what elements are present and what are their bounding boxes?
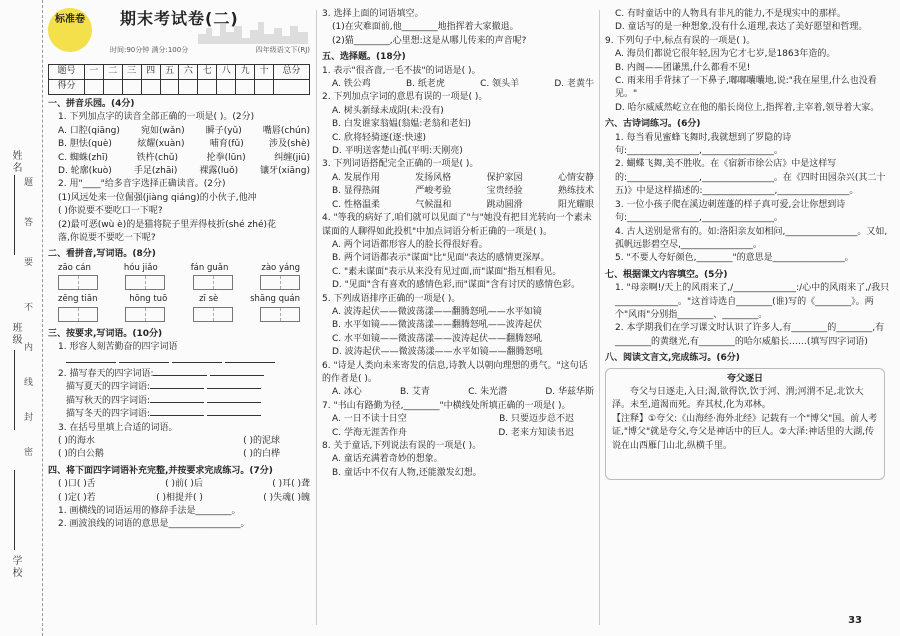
score-header-cell: 总分 bbox=[273, 65, 309, 80]
option[interactable]: B. 两个词语都表示"谋面"比"见面"表达的感情更深厚。 bbox=[332, 253, 550, 264]
fill-item[interactable]: ( )的泥球 bbox=[243, 435, 280, 446]
option[interactable]: C. 领头羊 bbox=[480, 79, 520, 90]
question-text: ( )你说要不要吃口一下呢? bbox=[58, 206, 163, 217]
option[interactable]: D. "见面"含有喜欢的感情色彩,而"谋面"含有讨厌的感情色彩。 bbox=[332, 280, 581, 291]
school-label: 学校 bbox=[10, 555, 21, 579]
column-left bbox=[48, 8, 310, 532]
column-middle bbox=[322, 8, 594, 480]
question: 1. 形容人刻苦勤奋的四字词语 bbox=[58, 342, 178, 353]
question[interactable]: 2. 蝴蝶飞舞,美不胜收。在《宿新市徐公店》中是这样写的:________________,________________。在《四时田园杂兴(其二十五)》中是这样描述的:________________,________________。 bbox=[615, 159, 886, 197]
section-heading: 七、根据课文内容填空。(5分) bbox=[605, 269, 728, 280]
option-row bbox=[48, 125, 310, 138]
option: 阳光耀眼 bbox=[557, 199, 594, 210]
answer-box[interactable] bbox=[58, 275, 98, 290]
option: 心情安静 bbox=[557, 172, 594, 183]
option[interactable]: C. 水平如镜——微波荡漾——波涛起伏——翻腾怒吼 bbox=[332, 333, 543, 344]
idiom-fill[interactable]: ( )失魂( )魄 bbox=[263, 492, 310, 503]
answer-box[interactable] bbox=[58, 307, 98, 322]
idiom-fill[interactable]: ( )定( )若 bbox=[58, 492, 96, 503]
passage-title: 夸父逐日 bbox=[726, 373, 763, 384]
page-number: 33 bbox=[848, 615, 862, 626]
score-cell[interactable] bbox=[84, 80, 103, 95]
option: 跳动圆滑 bbox=[486, 199, 523, 210]
idiom-row bbox=[48, 492, 310, 505]
option: A. 口腔(qiāng) bbox=[58, 125, 120, 136]
seal-char: 题 bbox=[24, 178, 34, 188]
fill-row bbox=[48, 448, 310, 461]
seal-char: 答 bbox=[24, 218, 34, 228]
option: 保护家园 bbox=[486, 172, 523, 183]
option: 铁杵(chǔ) bbox=[136, 152, 179, 163]
question: 4. "等我的病好了,咱们就可以见面了"与"她没有把目光转向一个素未谋面的人聊得如此投机"中加点词语分析正确的一项是( )。 bbox=[322, 213, 592, 237]
passage-text: 夸父与日逐走,入日;渴,欲得饮,饮于河、渭;河渭不足,北饮大泽。未至,道渴而死。弃其杖,化为邓林。 bbox=[612, 386, 864, 411]
question-label: 描写夏天的四字词语: bbox=[66, 382, 151, 393]
score-header-cell: 九 bbox=[236, 65, 255, 80]
option: D. 轮廓(kuò) bbox=[58, 166, 112, 177]
section-heading: 五、选择题。(18分) bbox=[322, 52, 406, 63]
skyline-decoration-icon bbox=[198, 16, 308, 44]
score-cell[interactable] bbox=[103, 80, 122, 95]
answer-box-row bbox=[48, 307, 310, 325]
option[interactable]: B. 白发谁家翁媪(翁媪:老翁和老妇) bbox=[332, 119, 471, 130]
answer-box-row bbox=[48, 275, 310, 293]
question: 1. 下列加点字的读音全部正确的一项是( )。(2分) bbox=[58, 112, 255, 123]
score-header-cell: 五 bbox=[160, 65, 179, 80]
name-line bbox=[14, 175, 15, 255]
answer-box[interactable] bbox=[260, 275, 300, 290]
question[interactable]: 1. 每当看见蜜蜂飞舞时,我就想到了罗隐的诗句:________________,________________。 bbox=[615, 132, 792, 157]
question[interactable]: 4. 古人送别是常有的。如:洛阳亲友如相问,________________。又如,孤帆远影碧空尽,________________。 bbox=[615, 226, 888, 250]
column-divider bbox=[316, 10, 317, 625]
option[interactable]: D. 波涛起伏——微波荡漾——水平如镜——翻腾怒吼 bbox=[332, 347, 543, 358]
option: 严峻考验 bbox=[415, 186, 452, 197]
exam-header bbox=[48, 8, 310, 62]
option[interactable]: D. 平明送客楚山孤(平明:天刚亮) bbox=[332, 146, 463, 157]
binding-strip bbox=[0, 0, 43, 636]
score-cell[interactable] bbox=[236, 80, 255, 95]
question-text: 落,你说要不要吃一下呢? bbox=[58, 233, 156, 244]
section-heading: 二、看拼音,写词语。(8分) bbox=[48, 249, 156, 260]
option[interactable]: A. 童话充满着奇妙的想象。 bbox=[332, 454, 443, 465]
question[interactable]: 3. 一位小孩子爬在溪边刺莲蓬的样子真可爱,会让你想到诗句:________________,________________。 bbox=[615, 199, 846, 224]
score-cell[interactable] bbox=[122, 80, 141, 95]
seal-char: 内 bbox=[24, 343, 34, 353]
pinyin-row bbox=[48, 293, 310, 306]
class-line bbox=[14, 350, 15, 430]
question: 1. 画横线的词语运用的修辞手法是________。 bbox=[58, 505, 241, 516]
option: 手足(zhāi) bbox=[133, 166, 178, 177]
question bbox=[48, 408, 310, 421]
option-row bbox=[322, 78, 594, 91]
option-row bbox=[48, 152, 310, 165]
option[interactable]: D. 老黄牛 bbox=[554, 79, 594, 90]
option: 涉及(shè) bbox=[269, 139, 310, 150]
option[interactable]: B. 内阁——团谦黑,什么都看不见! bbox=[615, 62, 751, 73]
pinyin-row bbox=[48, 262, 310, 275]
fill-item[interactable]: ( )的白桦 bbox=[243, 449, 280, 460]
pinyin: zào yáng bbox=[261, 262, 300, 273]
score-cell[interactable] bbox=[217, 80, 236, 95]
score-cell[interactable] bbox=[273, 80, 309, 95]
seal-char: 密 bbox=[24, 448, 34, 458]
option[interactable]: A. 铁公鸡 bbox=[332, 79, 371, 90]
exam-meta: 时间:90分钟 满分:100分 bbox=[110, 46, 189, 54]
option-row bbox=[322, 199, 594, 212]
answer-box[interactable] bbox=[260, 307, 300, 322]
score-header-cell: 十 bbox=[255, 65, 274, 80]
option: 熟练技术 bbox=[557, 186, 594, 197]
option-row bbox=[48, 165, 310, 178]
score-header-cell: 四 bbox=[141, 65, 160, 80]
score-header-cell: 三 bbox=[122, 65, 141, 80]
idiom-fill[interactable]: ( )口( )舌 bbox=[58, 479, 96, 490]
question: 1. 表示"很吝啬,一毛不拔"的词语是( )。 bbox=[322, 65, 481, 76]
score-cell[interactable] bbox=[179, 80, 198, 95]
column-divider bbox=[599, 10, 600, 625]
seal-char: 不 bbox=[24, 303, 34, 313]
question[interactable]: 1. "母亲啊!/天上的风雨来了,/______________:/心中的风雨来了,/我只______________。"这首诗选自________(谁)写的《________》。两个"风雨"分别指________、________。 bbox=[615, 283, 890, 320]
option[interactable]: B. 只要迈步总不迟 bbox=[499, 414, 574, 425]
seal-char: 封 bbox=[24, 413, 34, 423]
option[interactable]: C. 性格温柔 bbox=[332, 199, 381, 210]
seal-char: 要 bbox=[24, 258, 34, 268]
pinyin: zēng tiān bbox=[58, 294, 98, 305]
pinyin: fán guǎn bbox=[190, 262, 229, 273]
question-label: 描写秋天的四字词语: bbox=[66, 395, 151, 406]
option: C. 蜘蛛(zhī) bbox=[58, 152, 108, 163]
option: B. 胆怯(què) bbox=[58, 139, 112, 150]
exam-grade: 四年级语文下(RJ) bbox=[255, 46, 310, 54]
option[interactable]: D. 华兹华斯 bbox=[545, 387, 594, 398]
option: 宝贵经验 bbox=[486, 186, 523, 197]
option: 裸露(luǒ) bbox=[199, 166, 239, 177]
score-header-cell: 七 bbox=[198, 65, 217, 80]
score-header-cell: 八 bbox=[217, 65, 236, 80]
question-text: (2)最可恶(wù è)的是猫将院子里弄得枝折(shé zhé)花 bbox=[58, 219, 277, 230]
question: 9. 下列句子中,标点有误的一项是( )。 bbox=[605, 35, 756, 46]
answer-line[interactable] bbox=[48, 355, 310, 368]
pinyin: zāo cán bbox=[58, 262, 91, 273]
idiom-row bbox=[48, 478, 310, 491]
option[interactable]: D. 老来方知读书迟 bbox=[498, 427, 574, 438]
score-header-cell: 一 bbox=[84, 65, 103, 80]
option[interactable]: B. 童话中不仅有人物,还能激发幻想。 bbox=[332, 467, 482, 478]
pinyin: hóu jiǎo bbox=[123, 262, 158, 273]
option[interactable]: B. 艾青 bbox=[399, 387, 430, 398]
question: 7. "书山有路勤为径,________"中横线处所填正确的一项是( )。 bbox=[322, 400, 571, 411]
option[interactable]: A. 冰心 bbox=[332, 387, 362, 398]
question bbox=[48, 395, 310, 408]
score-table bbox=[48, 64, 310, 95]
name-label: 姓名 bbox=[10, 150, 21, 174]
pinyin: shāng quán bbox=[250, 294, 300, 305]
question: 3. 在括号里填上合适的词语。 bbox=[58, 422, 178, 433]
option[interactable]: A. 树头新绿未成阴(未:没有) bbox=[332, 105, 444, 116]
question: 2. 用"____"给多音字选择正确读音。(2分) bbox=[58, 179, 226, 190]
score-header-cell: 六 bbox=[179, 65, 198, 80]
section-heading: 三、按要求,写词语。(10分) bbox=[48, 328, 163, 339]
option[interactable]: A. 一日不读十日空 bbox=[332, 414, 407, 425]
score-header-cell: 二 bbox=[103, 65, 122, 80]
idiom-fill[interactable]: ( )相提并( ) bbox=[156, 492, 203, 503]
option[interactable]: C. 欣将轻骑逐(逐:快速) bbox=[332, 132, 427, 143]
option: 嘴唇(chún) bbox=[262, 125, 310, 136]
question: 5. 下列成语排序正确的一项是( )。 bbox=[322, 293, 461, 304]
option[interactable]: B. 纸老虎 bbox=[405, 79, 445, 90]
option: 瞬子(yǔ) bbox=[205, 125, 242, 136]
option: 宛如(wǎn) bbox=[141, 125, 185, 136]
option[interactable]: D. 哈尔威威然屹立在他的船长岗位上,指挥着,主宰着,领导着大家。 bbox=[615, 102, 880, 113]
answer-box[interactable] bbox=[125, 275, 165, 290]
question: 3. 下列词语搭配完全正确的一项是( )。 bbox=[322, 159, 479, 170]
class-label: 班级 bbox=[10, 322, 21, 346]
score-header-cell: 题号 bbox=[49, 65, 85, 80]
question-text: (2)猫________,心里想:这是从哪儿传来的声音呢? bbox=[332, 35, 527, 46]
score-cell[interactable] bbox=[160, 80, 179, 95]
question-text: (1)风远处来一位倔强(jiàng qiáng)的小伙子,他冲 bbox=[58, 192, 257, 203]
question: 2. 下列加点字词的意思有误的一项是( )。 bbox=[322, 92, 488, 103]
option: 镶牙(xiāng) bbox=[260, 166, 310, 177]
fill-row bbox=[48, 435, 310, 448]
option-row bbox=[322, 413, 594, 426]
question[interactable]: 5. "不要人夸好颜色,________"的意思是________________。 bbox=[615, 253, 854, 264]
option-row bbox=[322, 185, 594, 198]
exam-title: 期末考试卷(二) bbox=[120, 9, 239, 28]
question-label: 描写冬天的四字词语: bbox=[66, 409, 151, 420]
standard-badge: 标准卷 bbox=[48, 8, 92, 52]
school-line bbox=[14, 470, 15, 550]
option: 哺育(fǔ) bbox=[209, 139, 244, 150]
idiom-fill[interactable]: ( )前( )后 bbox=[165, 479, 203, 490]
option[interactable]: B. 显得热闹 bbox=[332, 186, 380, 197]
question: 2. 画波浪线的词语的意思是________________。 bbox=[58, 519, 250, 530]
option[interactable]: A. 两个词语都形容人的脸长得很好看。 bbox=[332, 239, 488, 250]
fill-item[interactable]: ( )的海水 bbox=[58, 435, 95, 446]
option[interactable]: C. 有时童话中的人物具有非凡的能力,不是现实中的那样。 bbox=[615, 9, 846, 19]
section-heading: 八、阅读文言文,完成练习。(6分) bbox=[605, 353, 740, 364]
option-row bbox=[322, 427, 594, 440]
score-row-label: 得分 bbox=[49, 80, 85, 95]
option-row bbox=[322, 172, 594, 185]
option-row bbox=[322, 386, 594, 399]
question bbox=[48, 381, 310, 394]
option[interactable]: C. "素未谋面"表示从来没有见过面,而"谋面"指互相看见。 bbox=[332, 266, 562, 277]
question: 8. 关于童话,下列说法有误的一项是( )。 bbox=[322, 441, 482, 451]
option-row bbox=[48, 138, 310, 151]
question: 3. 选择上面的词语填空。 bbox=[322, 9, 424, 19]
answer-box[interactable] bbox=[193, 307, 233, 322]
option: 气候温和 bbox=[415, 199, 452, 210]
option[interactable]: C. 朱光潜 bbox=[468, 387, 508, 398]
option: 炫耀(xuàn) bbox=[137, 139, 185, 150]
option[interactable]: B. 水平如镜——微波荡漾——翻腾怒吼——波涛起伏 bbox=[332, 320, 542, 331]
reading-passage-box bbox=[605, 368, 885, 480]
fill-item[interactable]: ( )的白公鹅 bbox=[58, 449, 104, 460]
option[interactable]: C. 学海无涯苦作舟 bbox=[332, 427, 408, 438]
question: 6. "诗是人类向未来寄发的信息,诗教人以朝向理想的勇气。"这句话的作者是( )。 bbox=[322, 360, 588, 384]
option[interactable]: A. 海员们都说它很年轻,因为它才七岁,是1863年造的。 bbox=[615, 49, 836, 60]
passage-note: 【注释】①夸父:《山海经·海外北经》记载有一个"博父"国。前人考证,"博父"就是夸父,夸父是神话中的巨人。②大泽:神话里的大湖,传说在山西雁门山北,纵横千里。 bbox=[612, 413, 878, 451]
score-cell[interactable] bbox=[141, 80, 160, 95]
answer-box[interactable] bbox=[125, 307, 165, 322]
section-heading: 一、拼音乐园。(4分) bbox=[48, 99, 135, 109]
score-cell[interactable] bbox=[198, 80, 217, 95]
pinyin: hōng tuō bbox=[129, 294, 168, 305]
section-heading: 六、古诗词练习。(6分) bbox=[605, 119, 701, 130]
column-right bbox=[605, 8, 895, 480]
option: 抡拳(lūn) bbox=[206, 152, 246, 163]
question-text: (1)在灾难面前,他________地指挥着大家撤退。 bbox=[332, 22, 519, 33]
section-heading: 四、将下面四字词语补充完整,并按要求完成练习。(7分) bbox=[48, 465, 273, 476]
option[interactable]: A. 波涛起伏——微波荡漾——翻腾怒吼——水平如镜 bbox=[332, 306, 542, 317]
score-cell[interactable] bbox=[255, 80, 274, 95]
pinyin: zī sè bbox=[199, 294, 219, 305]
question-label: 2. 描写春天的四字词语: bbox=[58, 368, 154, 379]
idiom-fill[interactable]: ( )耳( )聋 bbox=[272, 479, 310, 490]
option: 纠缠(jiū) bbox=[274, 152, 310, 163]
option[interactable]: A. 发展作用 bbox=[332, 172, 380, 183]
option: 发扬风格 bbox=[415, 172, 452, 183]
question[interactable]: 2. 本学期我们在学习课文时认识了许多人,有________的________,有________的黄继光,有________的哈尔威船长……(填写四字词语) bbox=[615, 323, 885, 347]
option[interactable]: C. 雨来用手背抹了一下鼻子,嘟嘟囔囔地,说:"我在屋里,什么也没看见。" bbox=[615, 76, 877, 100]
option[interactable]: D. 童话写的是一种想象,没有什么道理,表达了美好愿望和哲理。 bbox=[615, 22, 868, 33]
question bbox=[48, 368, 310, 381]
seal-char: 线 bbox=[24, 378, 34, 388]
answer-box[interactable] bbox=[193, 275, 233, 290]
